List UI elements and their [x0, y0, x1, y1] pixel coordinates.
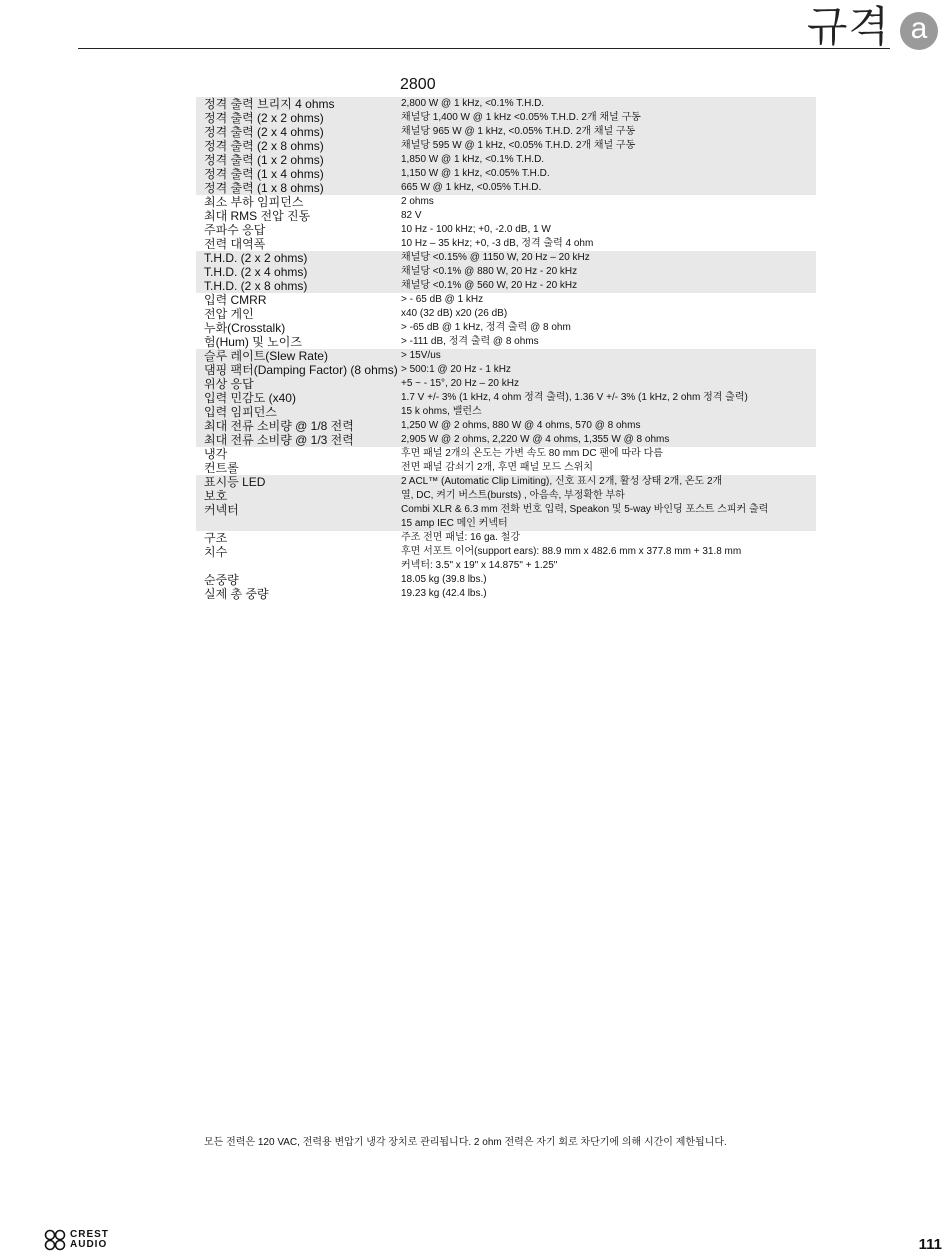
spec-label: 댐핑 팩터(Damping Factor) (8 ohms) [204, 363, 398, 377]
spec-row [196, 461, 816, 475]
appendix-badge: a [900, 12, 938, 50]
spec-row [196, 279, 816, 293]
spec-row [196, 377, 816, 391]
spec-label: 주파수 응답 [204, 223, 266, 237]
spec-value: 10 Hz - 100 kHz; +0, -2.0 dB, 1 W [401, 224, 551, 235]
spec-row [196, 125, 816, 139]
spec-label: 입력 CMRR [204, 293, 267, 307]
spec-value: 19.23 kg (42.4 lbs.) [401, 588, 487, 599]
spec-value: 2,905 W @ 2 ohms, 2,220 W @ 4 ohms, 1,355 W @ 8 ohms [401, 434, 670, 445]
model-number: 2800 [400, 76, 436, 93]
spec-label: 보호 [204, 489, 228, 503]
spec-label: T.H.D. (2 x 4 ohms) [204, 265, 308, 279]
spec-value: Combi XLR & 6.3 mm 전화 번호 입력, Speakon 및 5-way 바인딩 포스트 스피커 출력 15 amp IEC 메인 커넥터 [401, 504, 769, 529]
spec-label: T.H.D. (2 x 2 ohms) [204, 251, 308, 265]
spec-group [196, 293, 816, 349]
spec-row [196, 195, 816, 209]
spec-row [196, 433, 816, 447]
page-header-title: 규격 [806, 2, 890, 51]
spec-value: 열, DC, 켜기 버스트(bursts) , 아음속, 부정확한 부하 [401, 490, 625, 501]
spec-label: 정격 출력 (2 x 8 ohms) [204, 139, 324, 153]
spec-label: 입력 민감도 (x40) [204, 391, 296, 405]
spec-row [196, 153, 816, 167]
spec-row [196, 97, 816, 111]
spec-label: 슬루 레이트(Slew Rate) [204, 349, 328, 363]
spec-value: 665 W @ 1 kHz, <0.05% T.H.D. [401, 182, 542, 193]
spec-label: 치수 [204, 545, 228, 559]
spec-row [196, 209, 816, 223]
spec-label: 최대 전류 소비량 @ 1/3 전력 [204, 433, 354, 447]
spec-row [196, 447, 816, 461]
spec-value: 채널당 <0.15% @ 1150 W, 20 Hz – 20 kHz [401, 252, 590, 263]
spec-label: 전력 대역폭 [204, 237, 266, 251]
spec-row [196, 335, 816, 349]
spec-label: 커넥터 [204, 503, 239, 517]
spec-label: 컨트롤 [204, 461, 239, 475]
spec-label: T.H.D. (2 x 8 ohms) [204, 279, 308, 293]
spec-row [196, 293, 816, 307]
spec-value: x40 (32 dB) x20 (26 dB) [401, 308, 508, 319]
spec-label: 순중량 [204, 573, 239, 587]
spec-label: 정격 출력 (1 x 2 ohms) [204, 153, 324, 167]
spec-value: 1,850 W @ 1 kHz, <0.1% T.H.D. [401, 154, 545, 165]
spec-label: 표시등 LED [204, 475, 266, 489]
page-number: 111 [918, 1236, 942, 1253]
spec-row [196, 503, 816, 531]
spec-table [196, 97, 816, 601]
spec-group [196, 349, 816, 447]
spec-value: 2,800 W @ 1 kHz, <0.1% T.H.D. [401, 98, 545, 109]
spec-row [196, 587, 816, 601]
spec-label: 최대 전류 소비량 @ 1/8 전력 [204, 419, 354, 433]
spec-row [196, 251, 816, 265]
spec-label: 냉각 [204, 447, 228, 461]
spec-label: 정격 출력 (1 x 8 ohms) [204, 181, 324, 195]
spec-row [196, 405, 816, 419]
spec-group [196, 475, 816, 531]
spec-group [196, 195, 816, 251]
spec-value: 채널당 595 W @ 1 kHz, <0.05% T.H.D. 2개 채널 구동 [401, 140, 636, 151]
spec-value: > -65 dB @ 1 kHz, 정격 출력 @ 8 ohm [401, 322, 571, 333]
spec-row [196, 167, 816, 181]
spec-value: > - 65 dB @ 1 kHz [401, 294, 484, 305]
spec-value: 1.7 V +/- 3% (1 kHz, 4 ohm 정격 출력), 1.36 V +/- 3% (1 kHz, 2 ohm 정격 출력) [401, 392, 748, 403]
crest-logo-icon [44, 1229, 66, 1251]
spec-value: 1,250 W @ 2 ohms, 880 W @ 4 ohms, 570 @ 8 ohms [401, 420, 641, 431]
spec-label: 험(Hum) 및 노이즈 [204, 335, 302, 349]
spec-row [196, 545, 816, 573]
spec-label: 실제 총 중량 [204, 587, 269, 601]
spec-group [196, 531, 816, 601]
footnote: 모든 전력은 120 VAC, 전력용 변압기 냉각 장치로 관리됩니다. 2 ohm 전력은 자기 회로 차단기에 의해 시간이 제한됩니다. [204, 1137, 727, 1148]
header-divider [78, 48, 890, 49]
spec-label: 입력 임피던스 [204, 405, 277, 419]
spec-label: 정격 출력 브리지 4 ohms [204, 97, 335, 111]
spec-value: 채널당 <0.1% @ 880 W, 20 Hz - 20 kHz [401, 266, 578, 277]
brand-name-line2: AUDIO [70, 1239, 108, 1250]
spec-value: 82 V [401, 210, 422, 221]
spec-value: > 15V/us [401, 350, 441, 361]
spec-value: > -111 dB, 정격 출력 @ 8 ohms [401, 336, 539, 347]
spec-row [196, 223, 816, 237]
spec-row [196, 307, 816, 321]
spec-row [196, 475, 816, 489]
spec-value: 채널당 <0.1% @ 560 W, 20 Hz - 20 kHz [401, 280, 578, 291]
spec-row [196, 321, 816, 335]
spec-label: 정격 출력 (2 x 4 ohms) [204, 125, 324, 139]
spec-value: 1,150 W @ 1 kHz, <0.05% T.H.D. [401, 168, 550, 179]
spec-value: > 500:1 @ 20 Hz - 1 kHz [401, 364, 511, 375]
spec-label: 구조 [204, 531, 228, 545]
spec-row [196, 181, 816, 195]
brand-name-line1: CREST [70, 1229, 109, 1240]
spec-group [196, 97, 816, 195]
spec-label: 전압 게인 [204, 307, 254, 321]
spec-value: +5 ~ - 15°, 20 Hz – 20 kHz [401, 378, 519, 389]
spec-row [196, 531, 816, 545]
spec-label: 정격 출력 (1 x 4 ohms) [204, 167, 324, 181]
brand-logo [44, 1229, 109, 1251]
spec-row [196, 489, 816, 503]
spec-value: 채널당 1,400 W @ 1 kHz <0.05% T.H.D. 2개 채널 구동 [401, 112, 641, 123]
spec-value: 2 ohms [401, 196, 434, 207]
spec-label: 최소 부하 임피던스 [204, 195, 304, 209]
spec-row [196, 237, 816, 251]
spec-row [196, 265, 816, 279]
spec-value: 주조 전면 패널: 16 ga. 철강 [401, 532, 520, 543]
spec-value: 채널당 965 W @ 1 kHz, <0.05% T.H.D. 2개 채널 구동 [401, 126, 636, 137]
spec-row [196, 349, 816, 363]
spec-label: 정격 출력 (2 x 2 ohms) [204, 111, 324, 125]
spec-group [196, 447, 816, 475]
spec-value: 2 ACL™ (Automatic Clip Limiting), 신호 표시 2개, 활성 상태 2개, 온도 2개 [401, 476, 723, 487]
spec-group [196, 251, 816, 293]
spec-value: 후면 패널 2개의 온도는 가변 속도 80 mm DC 팬에 따라 다름 [401, 448, 663, 459]
spec-value: 15 k ohms, 밸런스 [401, 406, 482, 417]
spec-label: 누화(Crosstalk) [204, 321, 286, 335]
spec-value: 후면 서포트 이어(support ears): 88.9 mm x 482.6 mm x 377.8 mm + 31.8 mm 커넥터: 3.5" x 19" x 14.875" + 1.25" [401, 546, 742, 571]
spec-row [196, 139, 816, 153]
spec-row [196, 391, 816, 405]
spec-value: 18.05 kg (39.8 lbs.) [401, 574, 487, 585]
spec-row [196, 363, 816, 377]
spec-row [196, 111, 816, 125]
spec-row [196, 419, 816, 433]
spec-value: 전면 패널 감쇠기 2개, 후면 패널 모드 스위치 [401, 462, 594, 473]
spec-row [196, 573, 816, 587]
spec-label: 최대 RMS 전압 진동 [204, 209, 311, 223]
spec-label: 위상 응답 [204, 377, 254, 391]
spec-value: 10 Hz – 35 kHz; +0, -3 dB, 정격 출력 4 ohm [401, 238, 594, 249]
